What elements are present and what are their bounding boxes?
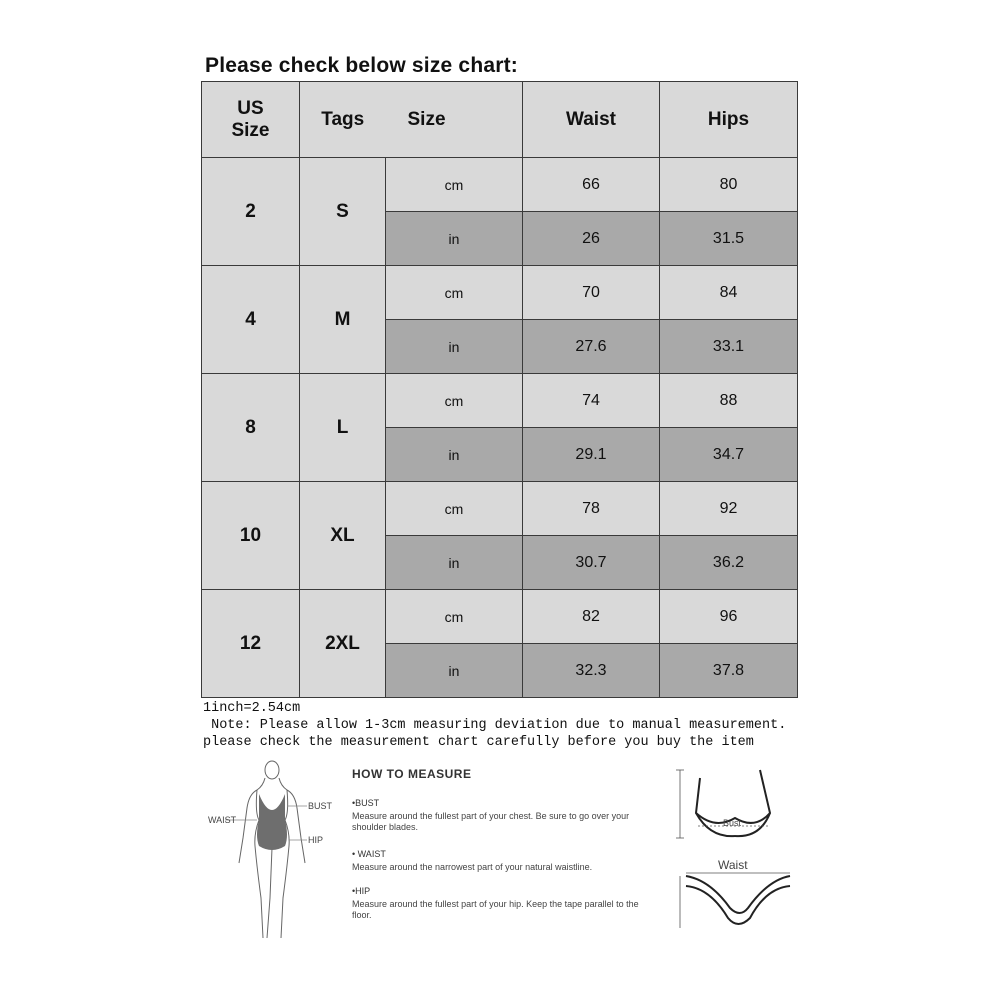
- unit-cell: in: [386, 644, 523, 698]
- hips-cell: 84: [660, 266, 798, 320]
- waist-text: Measure around the narrowest part of your natural waistline.: [352, 862, 593, 872]
- table-row: [202, 482, 798, 536]
- hips-cell: 36.2: [660, 536, 798, 590]
- waist-cell: 78: [523, 482, 660, 536]
- hips-cell: 92: [660, 482, 798, 536]
- header-waist: Waist: [523, 82, 660, 158]
- notes: [203, 700, 786, 751]
- table-header-row: [202, 82, 798, 158]
- bust-text: Measure around the fullest part of your chest. Be sure to go over your shoulder blades.: [352, 811, 630, 832]
- us-size-cell: 10: [202, 482, 300, 590]
- hips-cell: 33.1: [660, 320, 798, 374]
- us-size-cell: 4: [202, 266, 300, 374]
- tag-cell: M: [300, 266, 386, 374]
- diagram-label-waist: Waist: [718, 858, 748, 872]
- header-size: Size: [386, 82, 523, 158]
- waist-cell: 70: [523, 266, 660, 320]
- waist-cell: 26: [523, 212, 660, 266]
- waist-cell: 32.3: [523, 644, 660, 698]
- us-size-cell: 12: [202, 590, 300, 698]
- waist-cell: 27.6: [523, 320, 660, 374]
- waist-heading: • WAIST: [352, 849, 386, 859]
- unit-cell: cm: [386, 590, 523, 644]
- unit-cell: in: [386, 212, 523, 266]
- hips-cell: 31.5: [660, 212, 798, 266]
- unit-cell: cm: [386, 482, 523, 536]
- hips-cell: 34.7: [660, 428, 798, 482]
- table-row: [202, 374, 798, 428]
- waist-cell: 82: [523, 590, 660, 644]
- unit-cell: cm: [386, 266, 523, 320]
- table-row: [202, 266, 798, 320]
- tag-cell: S: [300, 158, 386, 266]
- garment-diagram-icon: [670, 758, 800, 948]
- table-row: [202, 158, 798, 212]
- size-chart-table: [201, 81, 798, 698]
- hip-text: Measure around the fullest part of your hip. Keep the tape parallel to the floor.: [352, 899, 639, 920]
- header-hips: Hips: [660, 82, 798, 158]
- tag-cell: L: [300, 374, 386, 482]
- diagram-label-bust: Bust: [723, 818, 742, 828]
- us-size-cell: 2: [202, 158, 300, 266]
- waist-cell: 29.1: [523, 428, 660, 482]
- unit-cell: in: [386, 320, 523, 374]
- tag-cell: XL: [300, 482, 386, 590]
- hips-cell: 88: [660, 374, 798, 428]
- table-row: [202, 590, 798, 644]
- hip-heading: •HIP: [352, 886, 371, 896]
- hips-cell: 80: [660, 158, 798, 212]
- conversion-note: 1inch=2.54cm: [203, 701, 301, 716]
- hips-cell: 37.8: [660, 644, 798, 698]
- us-size-cell: 8: [202, 374, 300, 482]
- deviation-note: Note: Please allow 1-3cm measuring deviation due to manual measurement.: [203, 718, 787, 733]
- header-us-size: US Size: [202, 82, 300, 158]
- tag-cell: 2XL: [300, 590, 386, 698]
- figure-label-waist: WAIST: [208, 815, 237, 825]
- unit-cell: in: [386, 536, 523, 590]
- bust-heading: •BUST: [352, 798, 380, 808]
- waist-cell: 66: [523, 158, 660, 212]
- waist-cell: 74: [523, 374, 660, 428]
- waist-cell: 30.7: [523, 536, 660, 590]
- body-figure-icon: [205, 758, 345, 948]
- hips-cell: 96: [660, 590, 798, 644]
- figure-label-hip: HIP: [308, 835, 324, 845]
- how-to-measure-title: HOW TO MEASURE: [352, 767, 472, 781]
- figure-label-bust: BUST: [308, 801, 333, 811]
- page-title: Please check below size chart:: [205, 54, 518, 77]
- how-to-measure-panel: [205, 758, 805, 948]
- header-tags: Tags: [300, 82, 386, 158]
- unit-cell: in: [386, 428, 523, 482]
- check-note: please check the measurement chart carefully before you buy the item: [203, 735, 754, 750]
- unit-cell: cm: [386, 158, 523, 212]
- unit-cell: cm: [386, 374, 523, 428]
